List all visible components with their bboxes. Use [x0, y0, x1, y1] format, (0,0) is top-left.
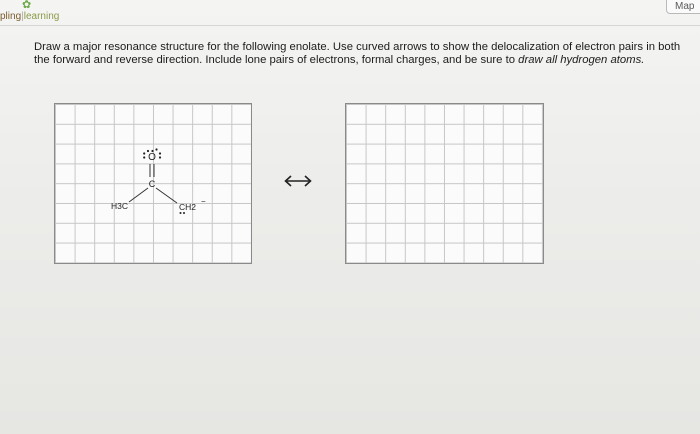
methylene-group-label: CH2 — [179, 202, 197, 212]
formal-charge-label: − — [201, 197, 206, 206]
carbonyl-carbon-label: C — [148, 179, 156, 189]
sprout-icon: ✿ — [22, 0, 32, 11]
map-button[interactable]: Map — [666, 0, 700, 14]
logo-part1: pling — [0, 11, 22, 22]
answer-drawing-canvas[interactable] — [345, 103, 544, 264]
given-structure-canvas — [54, 103, 252, 264]
carbanion-lone-pair — [180, 212, 186, 214]
logo-text — [0, 11, 59, 23]
logo-part2: learning — [23, 11, 60, 22]
question-emphasis: draw all hydrogen atoms. — [518, 53, 645, 66]
learning-logo — [0, 0, 90, 26]
question-text: Draw a major resonance structure for the following enolate. Use curved arrows to show the delocalization of electron pairs in both the forward and reverse direction. Include lone pairs of electrons, formal charges, and be sure to — [34, 41, 681, 66]
question-prompt — [34, 41, 689, 66]
logo-separator: | — [21, 11, 24, 22]
c-ch3-bond — [129, 188, 148, 202]
resonance-arrow-icon — [283, 173, 313, 189]
enolate-structure — [55, 104, 251, 263]
c-ch2-bond — [156, 188, 177, 203]
oxygen-atom-label: O — [148, 152, 156, 163]
methyl-group-label: H3C — [111, 201, 129, 211]
header-divider — [0, 25, 700, 26]
